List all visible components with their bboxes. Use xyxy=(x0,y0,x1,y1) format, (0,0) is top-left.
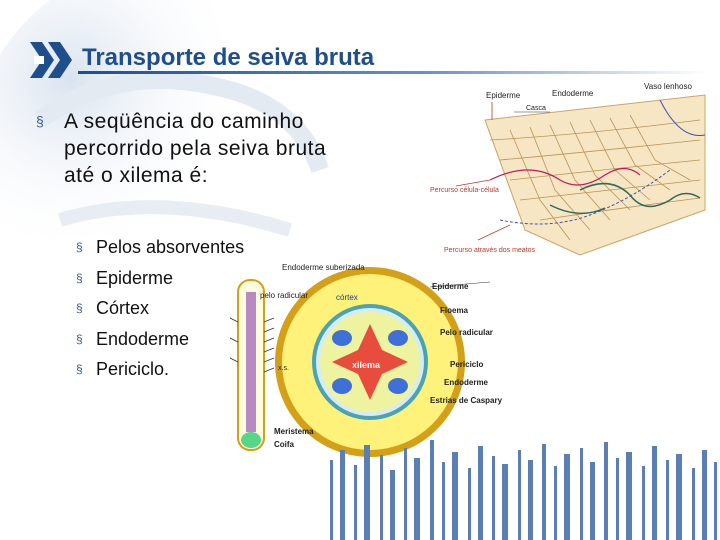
slide-title: Transporte de seiva bruta xyxy=(82,44,375,71)
main-bullet xyxy=(36,108,336,189)
sub-bullet-item xyxy=(76,263,244,294)
sub-bullet-item xyxy=(76,324,244,355)
label-endoderme-top: Endoderme xyxy=(552,89,594,98)
label-floema: Floema xyxy=(440,306,469,315)
label-pelo-radicular-left: pelo radicular xyxy=(260,291,309,300)
title-underline xyxy=(78,71,708,74)
bullet-square-icon: § xyxy=(76,270,83,285)
label-epiderme-top: Epiderme xyxy=(486,91,521,100)
label-xilema: xilema xyxy=(352,360,381,370)
sub-bullet-text: Endoderme xyxy=(96,328,190,349)
bullet-square-icon: § xyxy=(76,331,83,346)
sub-bullet-list xyxy=(76,232,244,385)
bullet-square-icon: § xyxy=(76,301,83,315)
label-endoderme: Endoderme xyxy=(444,378,489,387)
label-epiderme: Epiderme xyxy=(432,282,469,291)
label-xs: x.s. xyxy=(278,365,289,372)
bullet-square-icon: § xyxy=(76,240,83,254)
label-estrias: Estrias de Caspary xyxy=(430,396,503,405)
label-vaso-lenhoso: Vaso lenhoso xyxy=(644,82,692,91)
sub-bullet-item xyxy=(76,354,244,385)
bullet-square-icon: § xyxy=(76,362,83,376)
root-section-diagram xyxy=(430,80,720,280)
sub-bullet-text: Pelos absorventes xyxy=(96,237,245,257)
main-bullet-text: A seqüência do caminho percorrido pela seiva bruta até o xilema é: xyxy=(64,110,327,187)
sub-bullet-text: Epiderme xyxy=(96,267,174,288)
label-percurso-celula: Percurso célula-célula xyxy=(430,187,499,194)
label-endoderme-suberizada: Endoderme suberizada xyxy=(282,263,365,272)
label-percurso-meatos: Percurso através dos meatos xyxy=(444,247,536,254)
sub-bullet-item xyxy=(76,232,244,263)
sub-bullet-text: Córtex xyxy=(96,298,150,318)
sub-bullet-item xyxy=(76,293,244,324)
label-casca: Casca xyxy=(526,105,546,112)
bullet-square-icon: § xyxy=(36,113,45,129)
title-bar xyxy=(28,38,708,82)
label-cortex: córtex xyxy=(336,293,358,302)
label-coifa: Coifa xyxy=(274,440,294,449)
label-pelo-radicular: Pelo radicular xyxy=(440,328,493,337)
logo-arrows-icon xyxy=(28,38,76,82)
label-periciclo: Periciclo xyxy=(450,360,484,369)
label-meristema: Meristema xyxy=(274,427,314,436)
sub-bullet-text: Periciclo. xyxy=(96,359,170,379)
decorative-bars xyxy=(230,440,720,540)
